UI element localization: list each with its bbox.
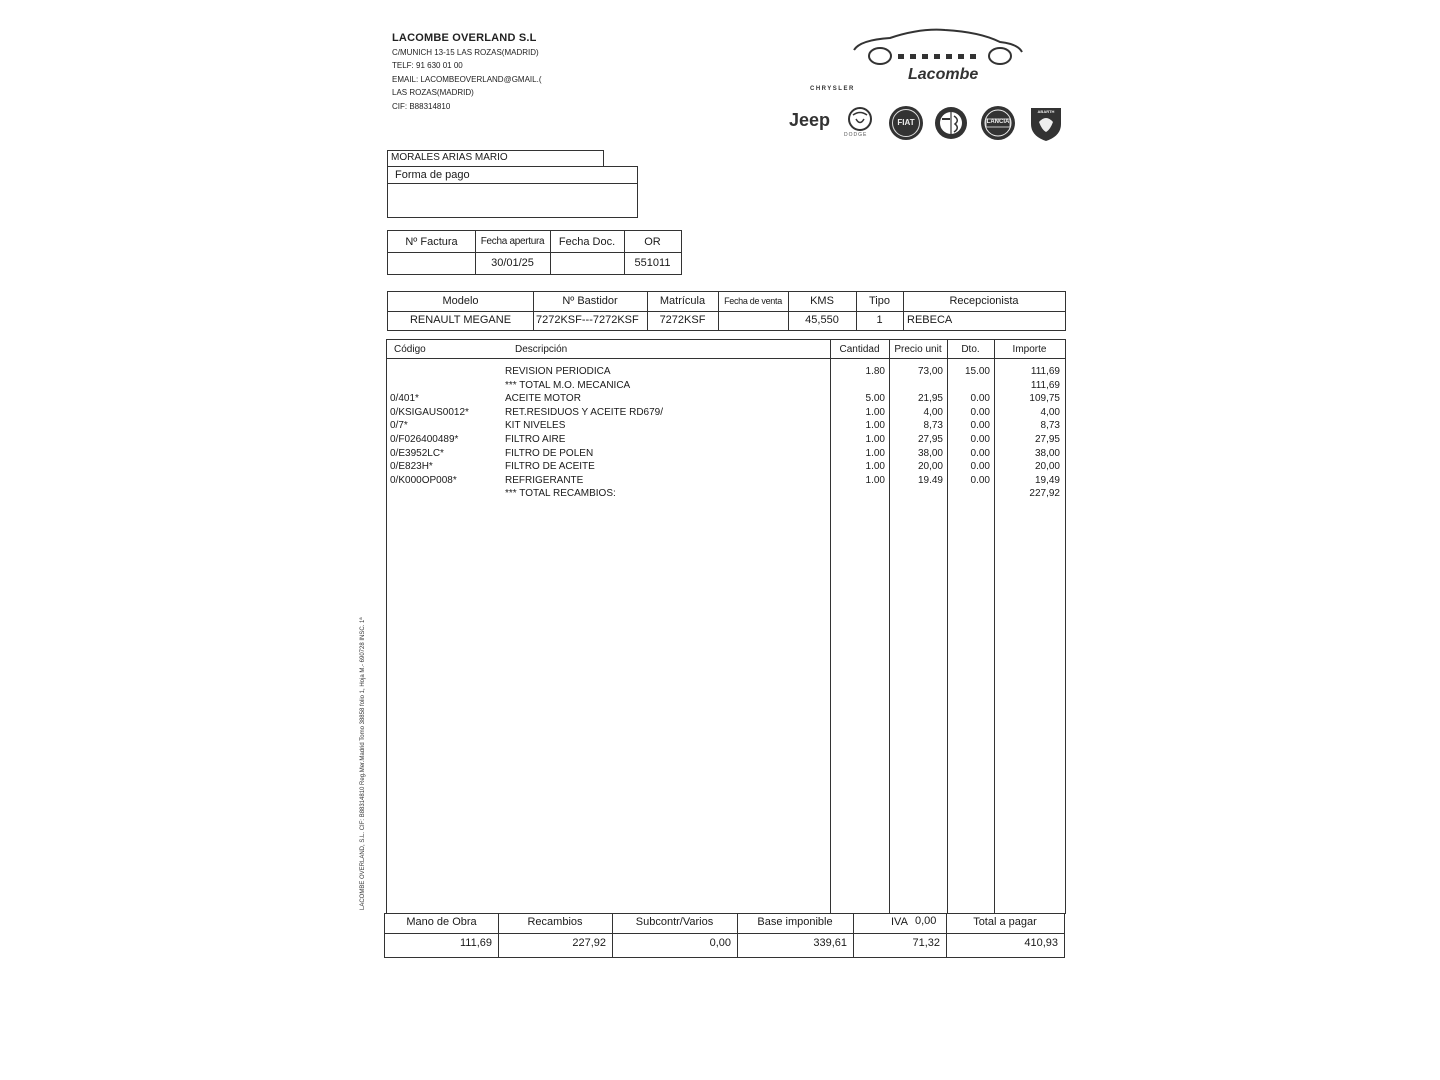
item-code: 0/7* (390, 420, 408, 432)
item-description: KIT NIVELES (505, 420, 566, 432)
item-description: *** TOTAL RECAMBIOS: (505, 488, 616, 500)
amount-header: Importe (1012, 344, 1047, 355)
item-unit-price: 27,95 (917, 434, 943, 445)
item-code: 0/F026400489* (390, 434, 459, 445)
opening-date-value: 30/01/25 (491, 257, 534, 269)
dodge-text: DODGE (844, 132, 868, 138)
receptionist-value: REBECA (907, 314, 953, 326)
company-info (392, 32, 542, 114)
subcontract-value: 0,00 (709, 937, 731, 949)
ram-head-icon (845, 106, 875, 132)
item-discount: 0.00 (970, 434, 990, 445)
item-description: FILTRO AIRE (505, 434, 566, 445)
item-quantity: 5.00 (865, 393, 885, 405)
item-amount: 20,00 (1034, 461, 1060, 473)
item-unit-price: 21,95 (917, 393, 943, 405)
payment-label: Forma de pago (395, 169, 470, 181)
or-label: OR (644, 236, 661, 248)
divider (388, 311, 1065, 312)
kms-label: KMS (810, 295, 834, 307)
divider (388, 252, 681, 253)
item-description: REVISION PERIODICA (505, 366, 611, 377)
item-amount: 38,00 (1034, 447, 1060, 459)
line-items-table (386, 339, 1066, 914)
plate-label: Matrícula (659, 295, 706, 307)
divider (385, 933, 1064, 934)
divider (853, 914, 854, 957)
doc-date-label: Fecha Doc. (558, 236, 616, 248)
item-quantity: 1.00 (865, 474, 885, 486)
company-name: LACOMBE OVERLAND S.L (392, 32, 537, 44)
item-quantity: 1.00 (865, 406, 885, 418)
vat-value: 71,32 (912, 937, 940, 949)
company-cif: CIF: B88314810 (392, 101, 451, 111)
item-amount: 111,69 (1030, 379, 1060, 391)
abarth-text: ABARTH (1037, 109, 1055, 114)
plate-value: 7272KSF (659, 314, 706, 326)
chassis-label: Nº Bastidor (562, 295, 618, 307)
item-description: FILTRO DE POLEN (505, 447, 594, 459)
lancia-text: LANCIA (986, 119, 1010, 125)
item-description: RET.RESIDUOS Y ACEITE RD679/ (505, 406, 664, 418)
company-email: EMAIL: LACOMBEOVERLAND@GMAIL.( (392, 74, 542, 84)
customer-name-box (387, 150, 604, 167)
item-code: 0/E823H* (390, 461, 433, 473)
table-row (387, 393, 1065, 406)
table-row (387, 448, 1065, 461)
item-unit-price: 8,73 (923, 420, 943, 432)
table-row (387, 420, 1065, 433)
item-quantity: 1.00 (865, 447, 885, 459)
item-discount: 15.00 (964, 366, 990, 377)
item-discount: 0.00 (970, 420, 990, 432)
model-value: RENAULT MEGANE (409, 314, 512, 326)
parts-value: 227,92 (572, 937, 606, 949)
invoice-number-label: Nº Factura (405, 236, 458, 248)
customer-name: MORALES ARIAS MARIO (391, 152, 508, 163)
item-discount: 0.00 (970, 447, 990, 459)
code-header: Código (394, 344, 426, 355)
item-code: 0/K000OP008* (390, 474, 457, 486)
total-due-label: Total a pagar (973, 916, 1037, 928)
item-discount: 0.00 (970, 474, 990, 486)
quantity-header: Cantidad (839, 344, 880, 355)
description-header: Descripción (515, 344, 568, 355)
company-address: C/MUNICH 13-15 LAS ROZAS(MADRID) (392, 47, 539, 57)
lancia-logo (980, 105, 1016, 141)
item-quantity: 1.00 (865, 461, 885, 473)
company-phone: TELF: 91 630 01 00 (392, 61, 463, 71)
item-amount: 111,69 (1030, 366, 1060, 377)
sale-date-label: Fecha de venta (724, 296, 782, 306)
chrysler-logo: CHRYSLER (810, 86, 855, 92)
fiat-text: FIAT (892, 109, 920, 137)
item-description: REFRIGERANTE (505, 474, 584, 486)
item-amount: 8,73 (1040, 420, 1060, 432)
item-code: 0/E3952LC* (390, 447, 444, 459)
labor-value: 111,69 (459, 937, 492, 949)
jeep-logo: Jeep (789, 110, 831, 130)
item-amount: 4,00 (1040, 406, 1060, 418)
table-row (387, 434, 1065, 447)
item-description: *** TOTAL M.O. MECANICA (505, 379, 631, 391)
type-label: Tipo (869, 295, 890, 307)
item-quantity: 1.00 (865, 420, 885, 432)
table-row (387, 475, 1065, 488)
item-code: 0/KSIGAUS0012* (390, 406, 469, 418)
item-unit-price: 19.49 (917, 474, 943, 486)
item-amount: 109,75 (1029, 393, 1060, 405)
opening-date-label: Fecha apertura (480, 236, 545, 247)
unit-price-header: Precio unit (894, 344, 942, 355)
dodge-logo (845, 106, 875, 140)
fiat-logo (889, 106, 923, 140)
or-value: 551011 (634, 257, 671, 269)
item-amount: 27,95 (1034, 434, 1060, 445)
item-unit-price: 73,00 (917, 366, 943, 377)
item-amount: 227,92 (1029, 488, 1060, 500)
vehicle-table (387, 291, 1066, 331)
parts-label: Recambios (527, 916, 583, 928)
payment-box (387, 166, 638, 218)
receptionist-label: Recepcionista (949, 295, 1019, 307)
vat-label: IVA (891, 916, 908, 928)
discount-header: Dto. (961, 344, 980, 355)
registry-note: LACOMBE OVERLAND, S.L. CIF: B88314810 Reg.Mer.Madrid Tomo 38858 folio 1, Hoja M.- 690728 INSC. 1ª (360, 617, 366, 910)
item-unit-price: 4,00 (923, 406, 943, 418)
totals-table (384, 913, 1065, 958)
item-description: ACEITE MOTOR (505, 393, 581, 405)
total-due-value: 410,93 (1024, 937, 1058, 949)
table-row (387, 380, 1065, 393)
tax-base-value: 339,61 (813, 937, 847, 949)
item-discount: 0.00 (970, 393, 990, 405)
alfa-romeo-logo (934, 106, 968, 140)
item-amount: 19,49 (1034, 474, 1060, 486)
item-quantity: 1.00 (865, 434, 885, 445)
dealer-name: Lacombe (908, 66, 979, 83)
item-unit-price: 20,00 (917, 461, 943, 473)
item-description: FILTRO DE ACEITE (505, 461, 595, 473)
table-row (387, 366, 1065, 379)
invoice-header-table (387, 230, 682, 275)
chassis-value: 7272KSF---7272KSF (536, 314, 639, 326)
vat-rate: 0,00 (915, 915, 937, 927)
item-discount: 0.00 (970, 461, 990, 473)
alfa-romeo-badge-icon (934, 106, 968, 140)
divider (387, 358, 1065, 359)
type-value: 1 (876, 314, 883, 326)
item-unit-price: 38,00 (917, 447, 943, 459)
divider (388, 183, 637, 184)
model-label: Modelo (442, 295, 479, 307)
lacombe-logo (850, 26, 1025, 88)
company-city: LAS ROZAS(MADRID) (392, 88, 474, 98)
item-code: 0/401* (390, 393, 419, 405)
labor-label: Mano de Obra (406, 916, 477, 928)
tax-base-label: Base imponible (757, 916, 833, 928)
abarth-logo (1028, 104, 1064, 142)
item-quantity: 1.80 (865, 366, 885, 377)
table-row (387, 407, 1065, 420)
subcontract-label: Subcontr/Varios (635, 916, 714, 928)
table-row (387, 488, 1065, 501)
kms-value: 45,550 (805, 314, 839, 326)
item-discount: 0.00 (970, 406, 990, 418)
car-silhouette-icon (850, 26, 1025, 66)
table-row (387, 461, 1065, 474)
